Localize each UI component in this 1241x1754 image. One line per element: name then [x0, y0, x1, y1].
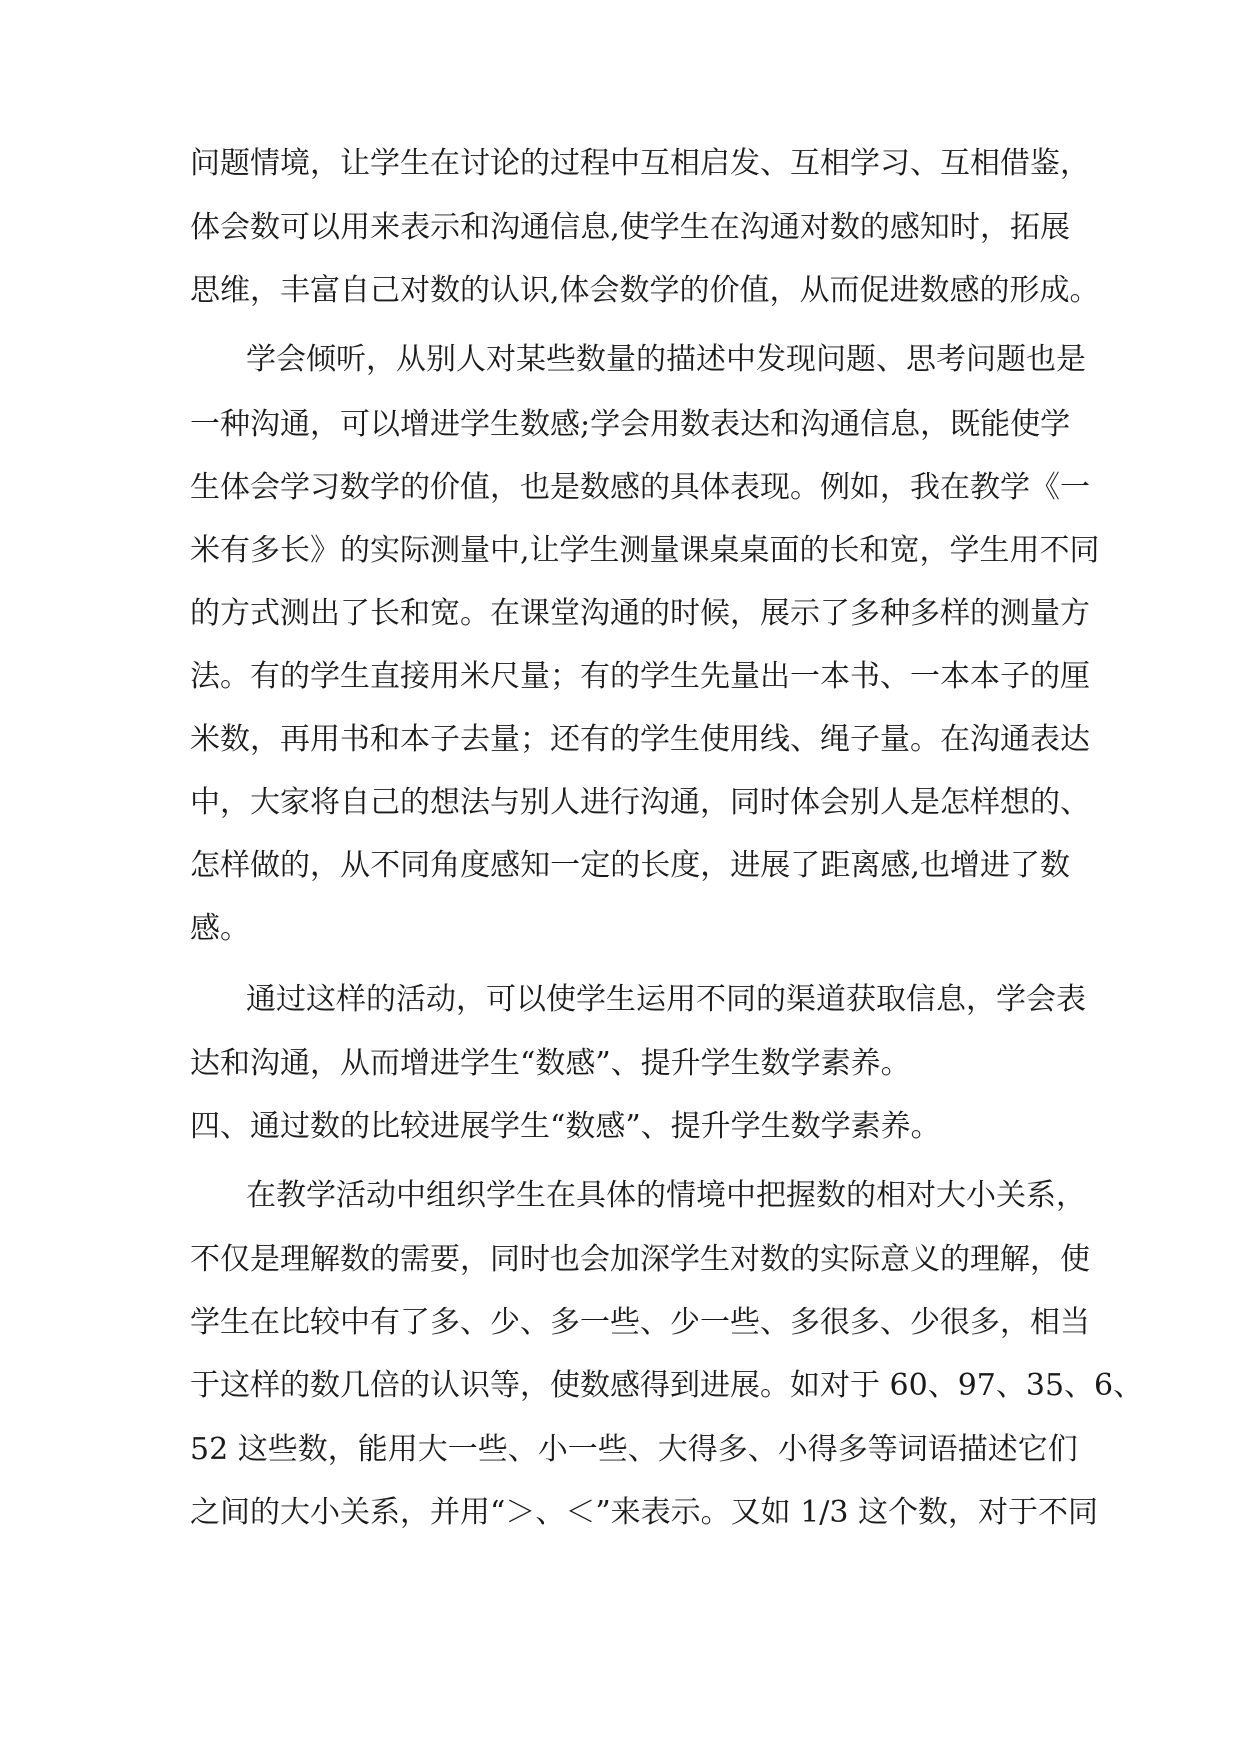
paragraph-line: 在教学活动中组织学生在具体的情境中把握数的相对大小关系，: [246, 1178, 1086, 1213]
paragraph-line: 一种沟通，可以增进学生数感;学会用数表达和沟通信息，既能使学: [190, 407, 1071, 442]
paragraph-line: 米有多长》的实际测量中,让学生测量课桌桌面的长和宽，学生用不同: [190, 533, 1100, 568]
paragraph-line: 中，大家将自己的想法与别人进行沟通，同时体会别人是怎样想的、: [190, 785, 1090, 820]
paragraph-line: 怎样做的，从不同角度感知一定的长度，进展了距离感,也增进了数: [190, 848, 1070, 883]
paragraph-line: 达和沟通，从而增进学生“数感”、提升学生数学素养。: [190, 1046, 911, 1081]
paragraph-line: 不仅是理解数的需要，同时也会加深学生对数的实际意义的理解，使: [190, 1242, 1090, 1277]
paragraph-line: 学会倾听，从别人对某些数量的描述中发现问题、思考问题也是: [246, 342, 1086, 377]
paragraph-line: 的方式测出了长和宽。在课堂沟通的时候，展示了多种多样的测量方: [190, 596, 1090, 631]
paragraph-line: 体会数可以用来表示和沟通信息,使学生在沟通对数的感知时，拓展: [190, 210, 1070, 245]
paragraph-line: 思维，丰富自己对数的认识,体会数学的价值，从而促进数感的形成。: [190, 273, 1100, 308]
paragraph-line: 米数，再用书和本子去量；还有的学生使用线、绳子量。在沟通表达: [190, 722, 1090, 757]
paragraph-line: 法。有的学生直接用米尺量；有的学生先量出一本书、一本本子的厘: [190, 659, 1090, 694]
paragraph-line: 于这样的数几倍的认识等，使数感得到进展。如对于 60、97、35、6、: [190, 1368, 1144, 1403]
paragraph-line: 感。: [190, 911, 250, 946]
paragraph-line: 问题情境，让学生在讨论的过程中互相启发、互相学习、互相借鉴，: [190, 146, 1090, 181]
section-heading: 四、通过数的比较进展学生“数感”、提升学生数学素养。: [190, 1109, 941, 1144]
paragraph-line: 52 这些数，能用大一些、小一些、大得多、小得多等词语描述它们: [190, 1432, 1078, 1467]
paragraph-line: 通过这样的活动，可以使学生运用不同的渠道获取信息，学会表: [246, 982, 1086, 1017]
paragraph-line: 之间的大小关系，并用“＞、＜”来表示。又如 1/3 这个数，对于不同: [190, 1495, 1099, 1530]
paragraph-line: 学生在比较中有了多、少、多一些、少一些、多很多、少很多，相当: [190, 1305, 1090, 1340]
paragraph-line: 生体会学习数学的价值，也是数感的具体表现。例如，我在教学《一: [190, 470, 1090, 505]
